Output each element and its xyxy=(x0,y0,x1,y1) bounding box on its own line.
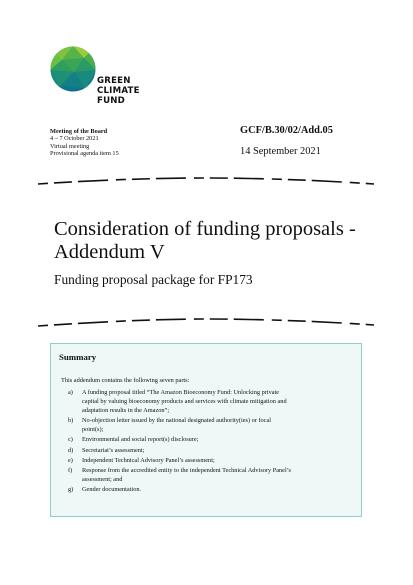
list-marker: d) xyxy=(68,446,74,454)
list-item xyxy=(65,416,353,434)
list-item xyxy=(65,435,353,444)
logo-line-climate: CLIMATE xyxy=(97,86,140,96)
summary-intro: This addendum contains the following seven parts: xyxy=(61,377,190,384)
list-item-line: No-objection letter issued by the national designated authority(ies) or focal xyxy=(82,417,272,425)
document-date: 14 September 2021 xyxy=(240,146,321,157)
list-marker: e) xyxy=(68,456,73,464)
list-item xyxy=(65,446,353,455)
list-item-line: capital by valuing bioeconomy products and services with climate mitigation and xyxy=(82,398,287,405)
document-subtitle: Funding proposal package for FP173 xyxy=(54,272,253,287)
list-marker: c) xyxy=(68,436,73,444)
title-line-2: Addendum V xyxy=(54,241,165,263)
list-marker: g) xyxy=(68,486,74,494)
meeting-mode: Virtual meeting xyxy=(50,142,90,150)
wave-divider-top xyxy=(36,174,376,192)
globe-icon xyxy=(50,46,96,92)
title-line-1: Consideration of funding proposals - xyxy=(54,218,356,240)
document-title xyxy=(54,218,374,264)
list-item-line: point(s); xyxy=(82,426,104,434)
green-climate-fund-logo xyxy=(50,46,150,106)
list-item-line: Gender documentation. xyxy=(82,486,142,494)
list-item-line: Environmental and social report(s) disclosure; xyxy=(82,436,199,444)
logo-line-green: GREEN xyxy=(97,76,131,86)
summary-box xyxy=(50,343,362,517)
wave-divider-bottom xyxy=(36,314,376,332)
list-item xyxy=(65,388,353,415)
list-item xyxy=(65,456,353,465)
meeting-dates: 4 – 7 October 2021 xyxy=(50,135,99,143)
list-marker: b) xyxy=(68,417,74,425)
list-item xyxy=(65,466,353,484)
summary-list xyxy=(65,388,353,495)
list-item-line: Response from the accredited entity to the independent Technical Advisory Panel’s xyxy=(82,466,291,474)
document-code: GCF/B.30/02/Add.05 xyxy=(240,125,333,136)
summary-heading: Summary xyxy=(59,352,97,362)
list-item-line: Secretariat’s assessment; xyxy=(82,446,145,454)
logo-line-fund: FUND xyxy=(97,96,125,106)
meeting-agenda-item: Provisional agenda item 15 xyxy=(50,150,119,158)
meeting-info xyxy=(50,128,190,158)
list-marker: a) xyxy=(68,389,73,396)
list-item-line: A funding proposal titled “The Amazon Bioeconomy Fund: Unlocking private xyxy=(82,389,280,396)
meeting-title: Meeting of the Board xyxy=(50,128,108,135)
document-reference xyxy=(240,125,333,157)
list-marker: f) xyxy=(68,466,73,474)
list-item xyxy=(65,485,353,494)
list-item-line: assessment; and xyxy=(82,475,123,483)
list-item-line: Independent Technical Advisory Panel’s assessment; xyxy=(82,456,215,464)
logo-wordmark xyxy=(97,76,140,106)
list-item-line: adaptation results in the Amazon”; xyxy=(82,407,170,414)
